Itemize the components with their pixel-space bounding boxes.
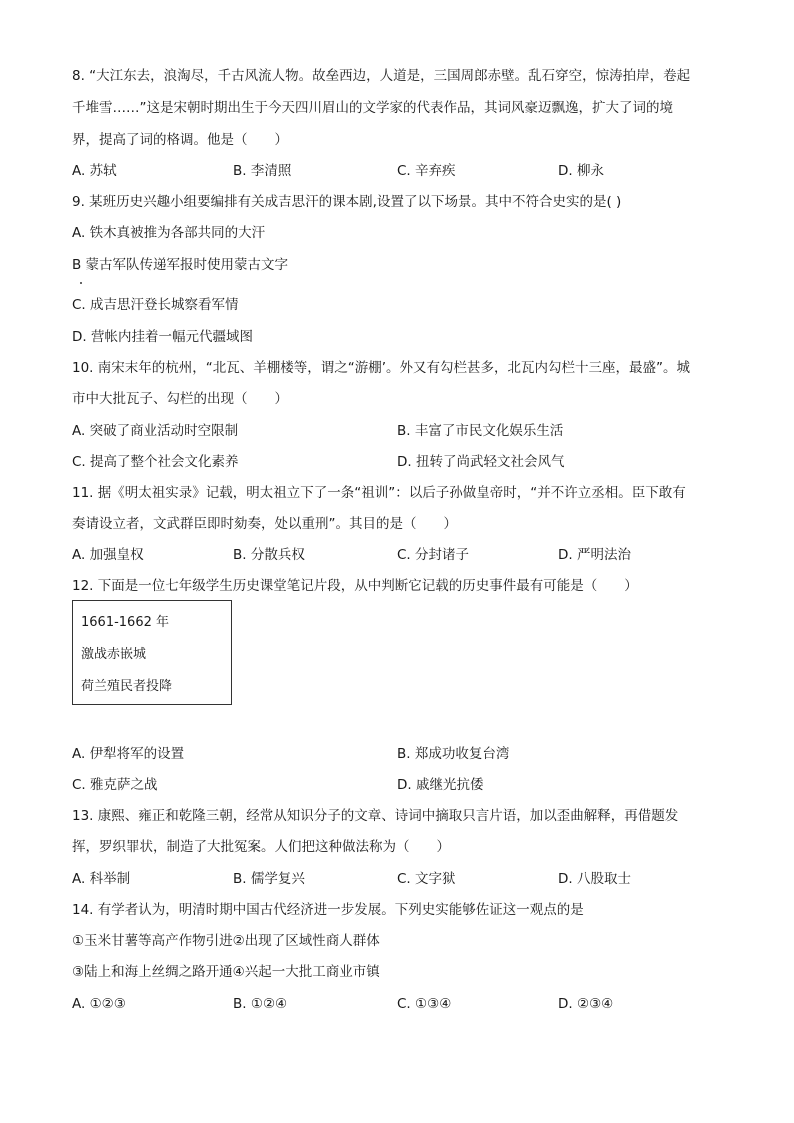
note-line-2: 激战赤嵌城: [81, 647, 147, 662]
note-line-3: 荷兰殖民者投降: [81, 679, 173, 694]
q8-option-d: D. 柳永: [558, 163, 604, 179]
q13-stem-line-2: 挥，罗织罪状，制造了大批冤案。人们把这种做法称为（ ）: [72, 839, 450, 855]
q9-option-c: C. 成吉思汗登长城察看军情: [72, 297, 239, 313]
q8-option-b: B. 李清照: [233, 163, 292, 179]
q10-option-d: D. 扭转了尚武轻文社会风气: [397, 454, 565, 470]
q11-option-c: C. 分封诸子: [397, 547, 470, 563]
q11-stem-line-1: 11. 据《明太祖实录》记载，明太祖立下了一条“祖训”：以后子孙做皇帝时，“并不许立丞相。臣下敢有: [72, 485, 686, 501]
q9-option-a: A. 铁木真被推为各部共同的大汗: [72, 225, 266, 241]
q12-option-a: A. 伊犁将军的设置: [72, 746, 185, 762]
q8-stem-line-1: 8. “大江东去，浪淘尽，千古风流人物。故垒西边，人道是，三国周郎赤壁。乱石穿空，惊涛拍岸，卷起: [72, 68, 691, 84]
q14-option-b: B. ①②④: [233, 996, 288, 1012]
q11-stem-line-2: 奏请设立者，文武群臣即时劾奏，处以重刑”。其目的是（ ）: [72, 516, 457, 532]
q12-option-d: D. 戚继光抗倭: [397, 777, 484, 793]
q14-option-d: D. ②③④: [558, 996, 614, 1012]
q12-stem: 12. 下面是一位七年级学生历史课堂笔记片段，从中判断它记载的历史事件最有可能是（ ）: [72, 578, 638, 594]
class-notes-box: [72, 600, 232, 705]
q10-option-c: C. 提高了整个社会文化素养: [72, 454, 239, 470]
q13-stem-line-1: 13. 康熙、雍正和乾隆三朝，经常从知识分子的文章、诗词中摘取只言片语，加以歪曲解释，再借题发: [72, 808, 679, 824]
q8-option-a: A. 苏轼: [72, 163, 117, 179]
q11-option-d: D. 严明法治: [558, 547, 631, 563]
q8-option-c: C. 辛弃疾: [397, 163, 456, 179]
q12-option-b: B. 郑成功收复台湾: [397, 746, 510, 762]
stray-mark: [80, 282, 82, 284]
q13-option-b: B. 儒学复兴: [233, 871, 305, 887]
q8-stem-line-3: 界，提高了词的格调。他是（ ）: [72, 132, 288, 148]
q13-option-c: C. 文字狱: [397, 871, 456, 887]
q10-option-b: B. 丰富了市民文化娱乐生活: [397, 423, 564, 439]
note-line-1: 1661-1662 年: [81, 615, 169, 630]
q12-option-c: C. 雅克萨之战: [72, 777, 158, 793]
q10-stem-line-1: 10. 南宋末年的杭州，“北瓦、羊棚楼等，谓之“游棚’。外又有勾栏甚多，北瓦内勾栏十三座，最盛”。城: [72, 360, 691, 376]
q14-stem: 14. 有学者认为，明清时期中国古代经济进一步发展。下列史实能够佐证这一观点的是: [72, 902, 584, 918]
q9-stem: 9. 某班历史兴趣小组要编排有关成吉思汗的课本剧,设置了以下场景。其中不符合史实的是( ): [72, 194, 622, 210]
q14-item-line-1: ①玉米甘薯等高产作物引进②出现了区域性商人群体: [72, 933, 380, 949]
q10-option-a: A. 突破了商业活动时空限制: [72, 423, 239, 439]
q11-option-b: B. 分散兵权: [233, 547, 305, 563]
q10-stem-line-2: 市中大批瓦子、勾栏的出现（ ）: [72, 391, 288, 407]
q13-option-d: D. 八股取士: [558, 871, 631, 887]
q13-option-a: A. 科举制: [72, 871, 131, 887]
q11-option-a: A. 加强皇权: [72, 547, 144, 563]
q14-option-c: C. ①③④: [397, 996, 452, 1012]
q14-option-a: A. ①②③: [72, 996, 126, 1012]
q9-option-d: D. 营帐内挂着一幅元代疆域图: [72, 329, 253, 345]
q8-stem-line-2: 千堆雪……”这是宋朝时期出生于今天四川眉山的文学家的代表作品，其词风豪迈飘逸，扩大了词的境: [72, 100, 673, 116]
q14-item-line-2: ③陆上和海上丝绸之路开通④兴起一大批工商业市镇: [72, 964, 380, 980]
q9-option-b: B 蒙古军队传递军报时使用蒙古文字: [72, 257, 289, 273]
